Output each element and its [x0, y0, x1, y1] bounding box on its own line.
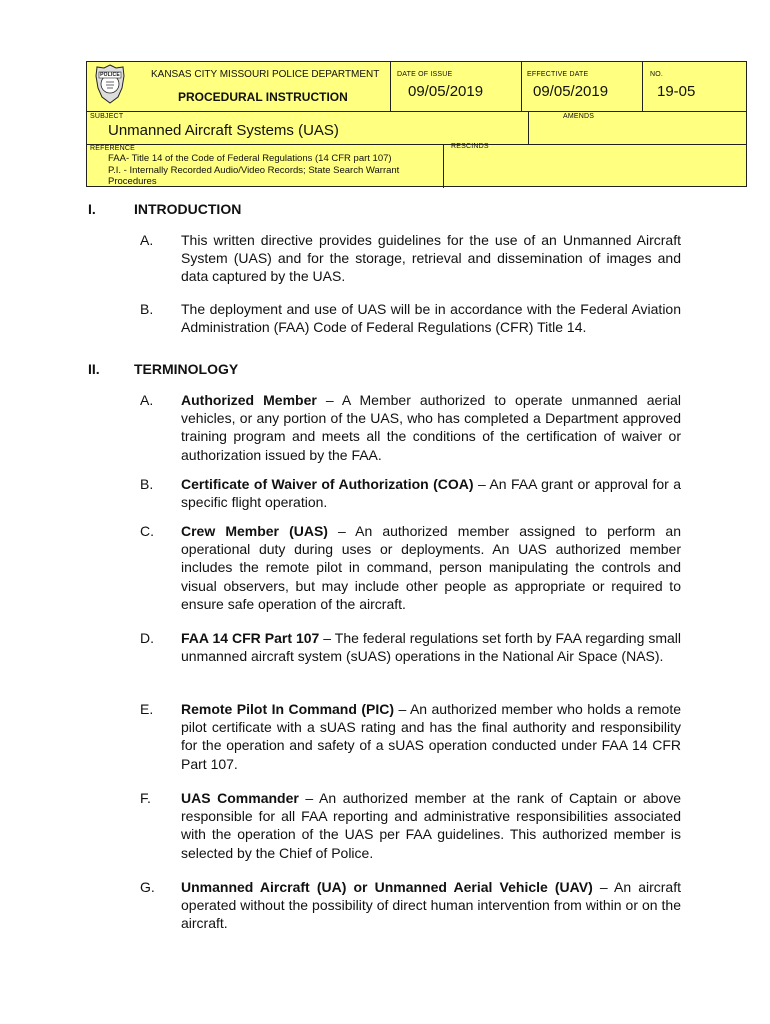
badge-lettering: POLICE: [100, 72, 120, 78]
item-letter: B.: [140, 476, 154, 492]
item-text: [181, 789, 681, 862]
reference-line: FAA- Title 14 of the Code of Federal Regulations (14 CFR part 107): [108, 153, 392, 164]
item-term: Certificate of Waiver of Authorization (COA): [181, 476, 474, 492]
item-description: – The federal regulations set forth by FAA regarding small unmanned aircraft system (sUAS) operations in the National Air Space (NAS).: [181, 630, 682, 665]
section-number: II.: [88, 361, 100, 377]
item-text: [181, 231, 681, 286]
section-title: INTRODUCTION: [134, 201, 242, 217]
item-term: FAA 14 CFR Part 107: [181, 630, 320, 646]
item-description: The deployment and use of UAS will be in accordance with the Federal Aviation Administration (FAA) Code of Federal Regulations (CFR) Title 14.: [181, 301, 681, 336]
effective-date-label: EFFECTIVE DATE: [527, 71, 589, 78]
item-letter: F.: [140, 790, 151, 806]
subject: Unmanned Aircraft Systems (UAS): [108, 122, 339, 139]
divider: [87, 111, 746, 112]
date-of-issue: 09/05/2019: [408, 83, 484, 100]
item-description: – An authorized member who holds a remote pilot certificate with a sUAS rating and has the final authority and responsibility for the operation and safety of a sUAS operation conducted under FAA 14 CFR Part 107.: [181, 701, 681, 772]
item-description: – An aircraft operated without the possibility of direct human intervention from within or on the aircraft.: [181, 879, 681, 932]
item-term: Authorized Member: [181, 392, 317, 408]
item-description: – An FAA grant or approval for a specific flight operation.: [181, 476, 682, 511]
reference-line: P.I. - Internally Recorded Audio/Video Records; State Search Warrant: [108, 164, 400, 176]
item-description: This written directive provides guidelines for the use of an Unmanned Aircraft System (UAS) and for the storage, retrieval and dissemination of images and data captured by the UAS.: [181, 232, 681, 285]
item-description: – A Member authorized to operate unmanned aerial vehicles, or any portion of the UAS, who has completed a Department approved training program and meets all the conditions of the certification of waiver or authorization issued by the FAA.: [181, 392, 681, 463]
item-term: Unmanned Aircraft (UA) or Unmanned Aerial Vehicle (UAV): [181, 879, 593, 895]
item-letter: C.: [140, 523, 154, 539]
item-term: UAS Commander: [181, 790, 299, 806]
item-text: [181, 300, 681, 336]
item-letter: A.: [140, 392, 154, 408]
reference-label: REFERENCE: [90, 145, 135, 152]
document-number: 19-05: [657, 83, 696, 100]
number-label: NO.: [650, 71, 664, 78]
amends-label: AMENDS: [563, 113, 595, 120]
divider: [87, 144, 746, 145]
item-description: – An authorized member assigned to perform an operational duty during uses or deployments. An UAS authorized member includes the remote pilot in command, person manipulating the controls and visual observers, but may include other people as appropriate or required to ensure safe operation of the aircraft.: [181, 523, 681, 612]
document-header: [86, 61, 747, 187]
section-number: I.: [88, 201, 96, 217]
date-of-issue-label: DATE OF ISSUE: [397, 71, 453, 78]
effective-date: 09/05/2019: [533, 83, 609, 100]
item-text: [181, 391, 681, 464]
divider: [443, 144, 444, 188]
item-letter: D.: [140, 630, 154, 646]
subject-label: SUBJECT: [90, 113, 124, 120]
item-text: [181, 878, 681, 933]
rescinds-label: RESCINDS: [451, 143, 489, 150]
item-description: – An authorized member at the rank of Captain or above responsible for all FAA reporting and administrative responsibilities associated with the operation of the UAS per FAA guidelines. This authorized member is selected by the Chief of Police.: [181, 790, 681, 861]
divider: [390, 62, 391, 111]
divider: [528, 111, 529, 144]
divider: [642, 62, 643, 111]
divider: [521, 62, 522, 111]
item-letter: G.: [140, 879, 155, 895]
item-text: [181, 475, 681, 511]
police-badge-icon: [94, 64, 126, 104]
item-term: Remote Pilot In Command (PIC): [181, 701, 395, 717]
item-letter: A.: [140, 232, 154, 248]
item-term: Crew Member (UAS): [181, 523, 328, 539]
department-name: KANSAS CITY MISSOURI POLICE DEPARTMENT: [151, 69, 380, 80]
item-letter: B.: [140, 301, 154, 317]
item-text: [181, 629, 681, 665]
section-title: TERMINOLOGY: [134, 361, 239, 377]
reference-list: [108, 153, 443, 188]
item-text: [181, 522, 681, 613]
item-letter: E.: [140, 701, 154, 717]
document-type: PROCEDURAL INSTRUCTION: [178, 90, 348, 104]
item-text: [181, 700, 681, 773]
reference-line: Procedures: [108, 176, 157, 187]
